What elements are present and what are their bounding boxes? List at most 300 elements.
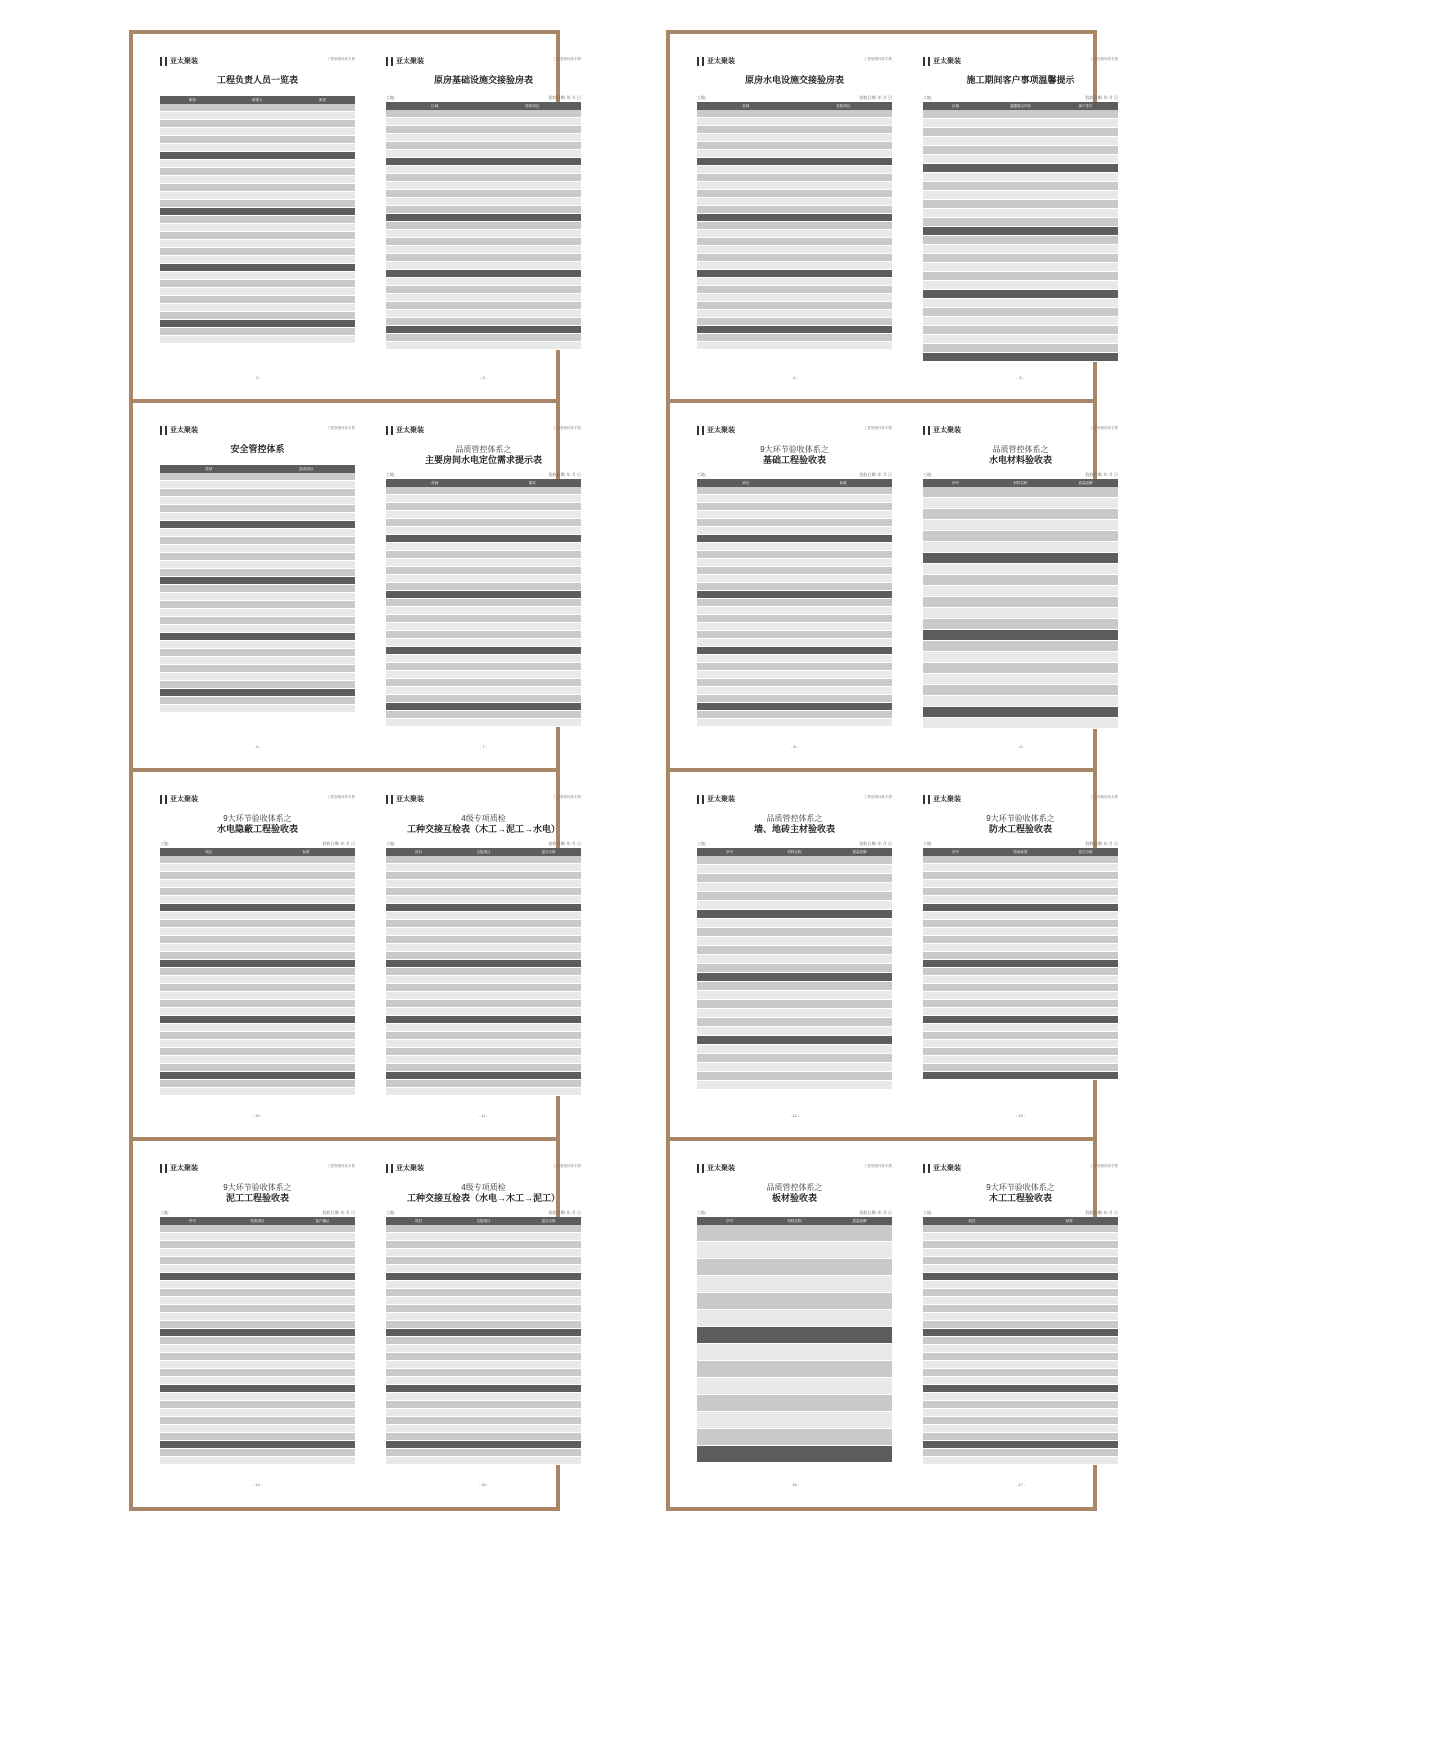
- spread-3: [129, 399, 581, 773]
- table-row: [386, 944, 581, 952]
- form-meta: [923, 1210, 1118, 1216]
- table-row: [160, 1441, 355, 1449]
- table-header: [923, 479, 1118, 487]
- table-row: [386, 904, 581, 912]
- brand-name: 亚太聚装: [707, 58, 735, 65]
- page-subtitle: 9大环节验收体系之: [223, 1183, 292, 1192]
- table-row: [923, 1016, 1118, 1024]
- page-number: - 3 -: [479, 375, 488, 380]
- column-header: 验收标准: [1013, 849, 1028, 854]
- logo-mark-icon: [923, 1164, 930, 1173]
- table-row: [697, 695, 892, 703]
- logo-mark-icon: [386, 57, 393, 66]
- table-row: [697, 270, 892, 278]
- page-title: [923, 813, 1118, 835]
- table-row: [697, 342, 892, 350]
- column-header: 房间: [431, 480, 439, 485]
- site-label: 工地:: [386, 95, 396, 100]
- brand-logo: [697, 56, 735, 66]
- table-row: [386, 695, 581, 703]
- table-row: [160, 521, 355, 529]
- table-row: [386, 623, 581, 631]
- table-row: [160, 1385, 355, 1393]
- column-header: 区域: [431, 103, 439, 108]
- table-row: [386, 599, 581, 607]
- form-table: [160, 465, 355, 731]
- table-row: [160, 657, 355, 665]
- table-row: [160, 288, 355, 296]
- table-row: [160, 633, 355, 641]
- table-row: [160, 912, 355, 920]
- table-row: [923, 984, 1118, 992]
- document-page: [697, 413, 892, 753]
- table-row: [697, 535, 892, 543]
- table-row: [697, 1327, 892, 1344]
- table-row: [697, 599, 892, 607]
- table-row: [386, 1265, 581, 1273]
- column-header: 需求: [528, 480, 536, 485]
- table-row: [923, 960, 1118, 968]
- table-row: [386, 1409, 581, 1417]
- column-header: 联系人: [252, 97, 263, 102]
- table-row: [160, 1401, 355, 1409]
- site-label: 工地:: [386, 841, 396, 846]
- manual-hint: 工程管理体系手册: [327, 426, 355, 430]
- page-number: - 6 -: [253, 744, 262, 749]
- table-row: [386, 1281, 581, 1289]
- table-row: [923, 200, 1118, 209]
- table-row: [697, 503, 892, 511]
- table-row: [923, 864, 1118, 872]
- table-row: [923, 896, 1118, 904]
- form-table: [923, 848, 1118, 1100]
- brand-logo: [697, 1163, 735, 1173]
- document-page: [697, 1151, 892, 1491]
- column-header: 检查项目: [299, 466, 314, 471]
- table-row: [160, 104, 355, 112]
- manual-hint: 工程管理体系手册: [1090, 1164, 1118, 1168]
- table-row: [923, 281, 1118, 290]
- table-row: [923, 191, 1118, 200]
- table-row: [386, 992, 581, 1000]
- page-title-text: 工程负责人员一览表: [216, 75, 298, 85]
- page-title-text: 墙、地砖主材验收表: [753, 824, 835, 834]
- form-meta: [697, 472, 892, 478]
- manual-hint: 工程管理体系手册: [864, 1164, 892, 1168]
- column-header: 验收项目: [836, 103, 851, 108]
- logo-mark-icon: [923, 57, 930, 66]
- table-row: [386, 1393, 581, 1401]
- table-row: [923, 1257, 1118, 1265]
- table-header: [386, 102, 581, 110]
- table-row: [160, 1433, 355, 1441]
- table-row: [160, 128, 355, 136]
- table-row: [923, 1321, 1118, 1329]
- table-row: [697, 487, 892, 495]
- document-page: [923, 413, 1118, 753]
- table-row: [386, 1321, 581, 1329]
- table-row: [697, 206, 892, 214]
- page-subtitle: 品质管控体系之: [455, 445, 512, 454]
- table-row: [697, 575, 892, 583]
- column-header: 项目: [415, 849, 422, 854]
- table-row: [697, 991, 892, 1000]
- brand-logo: [160, 794, 198, 804]
- logo-mark-icon: [160, 57, 167, 66]
- page-subtitle: 4级专项质检: [461, 814, 506, 823]
- page-title-text: 原房水电设施交接验房表: [744, 75, 844, 85]
- table-row: [386, 1377, 581, 1385]
- date-label: 验收日期: 年 月 日: [859, 1210, 892, 1215]
- table-row: [923, 1241, 1118, 1249]
- table-row: [160, 872, 355, 880]
- table-row: [386, 639, 581, 647]
- table-row: [160, 272, 355, 280]
- table-row: [697, 142, 892, 150]
- table-row: [160, 1088, 355, 1096]
- table-row: [697, 615, 892, 623]
- table-row: [923, 1353, 1118, 1361]
- page-title: [386, 444, 581, 466]
- site-label: 工地:: [697, 1210, 707, 1215]
- table-row: [386, 1056, 581, 1064]
- table-row: [160, 936, 355, 944]
- table-row: [160, 1369, 355, 1377]
- table-row: [386, 158, 581, 166]
- table-row: [697, 222, 892, 230]
- page-title-text: 安全管控体系: [230, 444, 285, 454]
- page-title-text: 水电隐蔽工程验收表: [216, 824, 298, 834]
- table-row: [697, 158, 892, 166]
- table-row: [923, 928, 1118, 936]
- table-row: [386, 326, 581, 334]
- table-row: [923, 520, 1118, 531]
- table-row: [386, 1048, 581, 1056]
- table-row: [386, 567, 581, 575]
- brand-logo: [923, 1163, 961, 1173]
- table-row: [923, 1385, 1118, 1393]
- table-row: [386, 856, 581, 864]
- brand-name: 亚太聚装: [933, 1165, 961, 1172]
- brand-name: 亚太聚装: [396, 1165, 424, 1172]
- brand-logo: [923, 425, 961, 435]
- date-label: 验收日期: 年 月 日: [322, 841, 355, 846]
- table-row: [923, 641, 1118, 652]
- brand-logo: [923, 794, 961, 804]
- table-row: [386, 174, 581, 182]
- table-row: [386, 1249, 581, 1257]
- table-row: [923, 110, 1118, 119]
- manual-hint: 工程管理体系手册: [1090, 426, 1118, 430]
- table-row: [160, 1345, 355, 1353]
- page-subtitle: 9大环节验收体系之: [223, 814, 292, 823]
- brand-name: 亚太聚装: [933, 796, 961, 803]
- document-page: [923, 782, 1118, 1122]
- table-row: [386, 1024, 581, 1032]
- column-header: 客户确认: [315, 1218, 330, 1223]
- table-row: [923, 1329, 1118, 1337]
- table-row: [923, 509, 1118, 520]
- table-row: [923, 904, 1118, 912]
- brand-name: 亚太聚装: [396, 427, 424, 434]
- table-row: [386, 872, 581, 880]
- form-meta: [386, 841, 581, 847]
- table-row: [697, 946, 892, 955]
- column-header: 客户签字: [1078, 103, 1093, 108]
- table-row: [923, 663, 1118, 674]
- table-row: [160, 1449, 355, 1457]
- table-header: [923, 848, 1118, 856]
- table-row: [697, 663, 892, 671]
- table-row: [160, 641, 355, 649]
- date-label: 验收日期: 年 月 日: [1085, 95, 1118, 100]
- table-row: [697, 254, 892, 262]
- table-row: [386, 1353, 581, 1361]
- table-row: [697, 1081, 892, 1090]
- page-number: - 15 -: [478, 1482, 489, 1487]
- page-number: - 13 -: [1015, 1113, 1026, 1118]
- table-row: [923, 1337, 1118, 1345]
- table-row: [697, 334, 892, 342]
- table-row: [160, 1337, 355, 1345]
- manual-hint: 工程管理体系手册: [327, 795, 355, 799]
- table-row: [923, 912, 1118, 920]
- table-row: [923, 920, 1118, 928]
- table-row: [160, 601, 355, 609]
- table-row: [697, 631, 892, 639]
- page-title-text: 施工期间客户事项温馨提示: [966, 75, 1075, 85]
- table-row: [697, 278, 892, 286]
- page-number: - 12 -: [789, 1113, 800, 1118]
- table-row: [697, 928, 892, 937]
- table-row: [160, 681, 355, 689]
- table-row: [697, 543, 892, 551]
- table-row: [923, 1457, 1118, 1465]
- logo-mark-icon: [697, 426, 704, 435]
- table-row: [160, 336, 355, 344]
- table-row: [697, 856, 892, 865]
- table-row: [923, 1072, 1118, 1080]
- table-row: [386, 118, 581, 126]
- page-number: - 14 -: [252, 1482, 263, 1487]
- logo-mark-icon: [160, 426, 167, 435]
- table-row: [697, 118, 892, 126]
- date-label: 验收日期: 年 月 日: [859, 95, 892, 100]
- spread-8: [666, 1137, 1118, 1511]
- table-row: [160, 1225, 355, 1233]
- table-row: [160, 1353, 355, 1361]
- manual-hint: 工程管理体系手册: [864, 426, 892, 430]
- table-row: [923, 685, 1118, 696]
- table-row: [386, 1313, 581, 1321]
- table-row: [697, 647, 892, 655]
- table-row: [386, 719, 581, 727]
- column-header: 区域: [952, 103, 959, 108]
- table-row: [697, 246, 892, 254]
- date-label: 验收日期: 年 月 日: [1085, 1210, 1118, 1215]
- table-row: [923, 707, 1118, 718]
- table-row: [923, 353, 1118, 362]
- table-row: [160, 168, 355, 176]
- table-row: [923, 1040, 1118, 1048]
- table-row: [160, 1233, 355, 1241]
- table-row: [386, 182, 581, 190]
- table-row: [697, 198, 892, 206]
- table-row: [697, 551, 892, 559]
- table-row: [386, 278, 581, 286]
- table-row: [160, 152, 355, 160]
- table-row: [386, 1425, 581, 1433]
- table-row: [160, 489, 355, 497]
- table-row: [697, 1361, 892, 1378]
- table-row: [923, 1225, 1118, 1233]
- column-header: 材料名称: [787, 1218, 802, 1223]
- table-row: [923, 608, 1118, 619]
- table-row: [160, 328, 355, 336]
- page-subtitle: 4级专项质检: [461, 1183, 506, 1192]
- table-row: [697, 190, 892, 198]
- table-row: [160, 928, 355, 936]
- table-row: [386, 495, 581, 503]
- table-row: [160, 1265, 355, 1273]
- table-row: [386, 527, 581, 535]
- brand-logo: [386, 1163, 424, 1173]
- table-row: [386, 302, 581, 310]
- table-row: [923, 872, 1118, 880]
- column-header: 质量品牌: [1078, 480, 1093, 485]
- table-row: [386, 1064, 581, 1072]
- table-row: [697, 639, 892, 647]
- table-row: [160, 609, 355, 617]
- table-row: [386, 1016, 581, 1024]
- table-row: [386, 1369, 581, 1377]
- table-row: [923, 1425, 1118, 1433]
- table-row: [160, 577, 355, 585]
- page-number: - 8 -: [790, 744, 799, 749]
- column-header: 验收项目: [525, 103, 540, 108]
- table-row: [923, 1361, 1118, 1369]
- table-row: [923, 1409, 1118, 1417]
- document-page: [160, 44, 355, 384]
- table-row: [697, 1412, 892, 1429]
- site-label: 工地:: [923, 841, 933, 846]
- table-row: [160, 1321, 355, 1329]
- table-row: [160, 296, 355, 304]
- table-row: [160, 320, 355, 328]
- table-row: [386, 1385, 581, 1393]
- table-row: [923, 1000, 1118, 1008]
- table-row: [386, 1305, 581, 1313]
- table-row: [923, 888, 1118, 896]
- column-header: 质量品牌: [852, 849, 867, 854]
- table-row: [923, 137, 1118, 146]
- table-row: [386, 318, 581, 326]
- table-row: [386, 936, 581, 944]
- table-row: [697, 174, 892, 182]
- table-row: [697, 1242, 892, 1259]
- document-page: [160, 1151, 355, 1491]
- table-row: [386, 230, 581, 238]
- manual-hint: 工程管理体系手册: [1090, 795, 1118, 799]
- table-row: [697, 214, 892, 222]
- table-row: [386, 551, 581, 559]
- page-title: [697, 75, 892, 86]
- table-row: [160, 304, 355, 312]
- column-header: 标准: [839, 480, 847, 485]
- table-row: [697, 182, 892, 190]
- site-label: 工地:: [923, 472, 933, 477]
- table-row: [697, 238, 892, 246]
- table-row: [160, 593, 355, 601]
- table-row: [923, 344, 1118, 353]
- table-row: [386, 928, 581, 936]
- table-row: [697, 310, 892, 318]
- page-title-text: 工种交接互检表（水电→木工→泥工）: [406, 1193, 560, 1203]
- table-row: [160, 529, 355, 537]
- page-number: - 16 -: [789, 1482, 800, 1487]
- table-row: [697, 1344, 892, 1361]
- table-row: [160, 1281, 355, 1289]
- table-row: [697, 1045, 892, 1054]
- table-row: [923, 674, 1118, 685]
- table-row: [923, 652, 1118, 663]
- date-label: 验收日期: 年 月 日: [859, 841, 892, 846]
- spread-5: [129, 768, 581, 1142]
- page-title-text: 原房基础设施交接验房表: [433, 75, 533, 85]
- table-row: [160, 1361, 355, 1369]
- table-row: [386, 166, 581, 174]
- table-row: [386, 543, 581, 551]
- page-subtitle: 品质管控体系之: [766, 814, 823, 823]
- spread-6: [666, 768, 1118, 1142]
- table-row: [386, 535, 581, 543]
- table-row: [923, 1048, 1118, 1056]
- table-row: [386, 655, 581, 663]
- table-row: [160, 1008, 355, 1016]
- logo-mark-icon: [386, 1164, 393, 1173]
- column-header: 项目: [415, 1218, 422, 1223]
- table-row: [697, 1009, 892, 1018]
- table-header: [697, 848, 892, 856]
- document-page: [386, 1151, 581, 1491]
- table-row: [923, 263, 1118, 272]
- page-number: - 11 -: [478, 1113, 489, 1118]
- table-row: [386, 1401, 581, 1409]
- brand-name: 亚太聚装: [933, 427, 961, 434]
- site-label: 工地:: [697, 841, 707, 846]
- table-row: [160, 665, 355, 673]
- table-row: [160, 1305, 355, 1313]
- table-row: [923, 1417, 1118, 1425]
- logo-mark-icon: [923, 426, 930, 435]
- document-page: [386, 44, 581, 384]
- table-row: [386, 1433, 581, 1441]
- table-row: [160, 1241, 355, 1249]
- table-row: [923, 856, 1118, 864]
- table-row: [923, 968, 1118, 976]
- table-row: [923, 1313, 1118, 1321]
- table-row: [923, 542, 1118, 553]
- table-row: [160, 264, 355, 272]
- table-row: [697, 318, 892, 326]
- column-header: 序号: [726, 1218, 733, 1223]
- table-row: [697, 326, 892, 334]
- table-row: [386, 960, 581, 968]
- site-label: 工地:: [386, 472, 396, 477]
- table-row: [697, 294, 892, 302]
- table-row: [697, 679, 892, 687]
- document-page: [160, 782, 355, 1122]
